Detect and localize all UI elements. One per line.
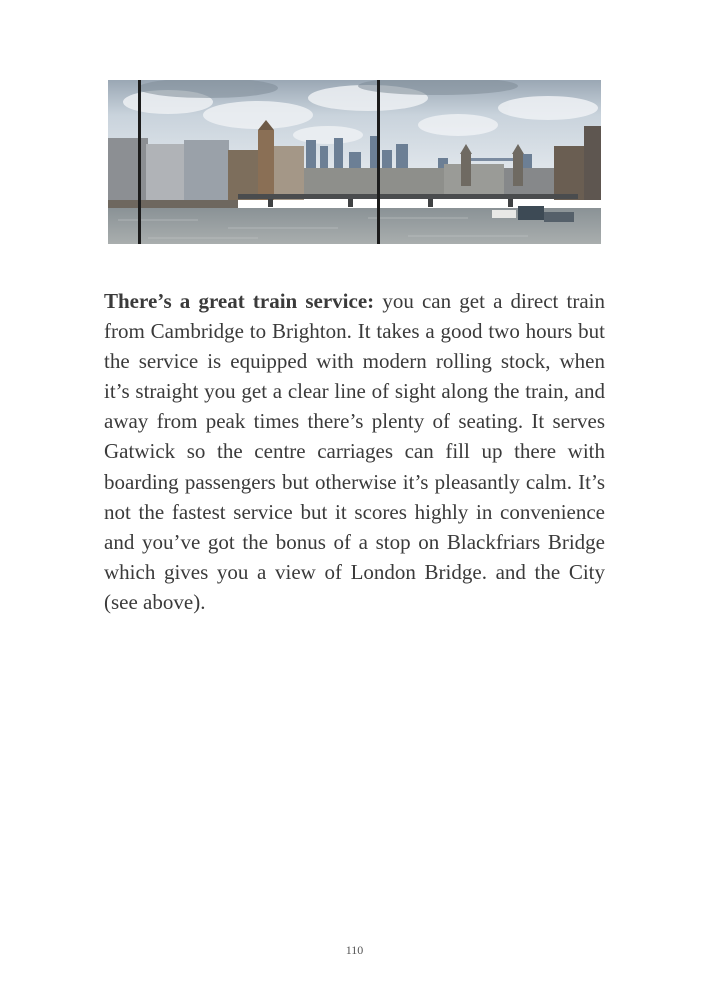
page-number: 110 [345,943,364,957]
millennium-bridge [238,194,578,207]
body-paragraph [104,286,605,617]
paragraph-text: you can get a direct train from Cambridge to Brighton. It takes a good two hours but the service is equipped with modern rolling stock, when it’s straight you get a clear line of sight along the train, and away from peak times there’s plenty of seating. It serves Gatwick so the centre carriages can fill up there with boarding passengers but otherwise it’s pleasantly calm. It’s not the fastest service but it scores highly in convenience and you’ve got the bonus of a stop on Blackfriars Bridge which gives you a view of London Bridge. and the City (see above). [104,289,605,614]
photo-illustration [108,80,601,244]
window-frame-bar-left [138,80,141,244]
paragraph-lead: There’s a great train service: [104,289,375,313]
london-skyline-photo [108,80,601,244]
window-frame-bar-right [377,80,380,244]
